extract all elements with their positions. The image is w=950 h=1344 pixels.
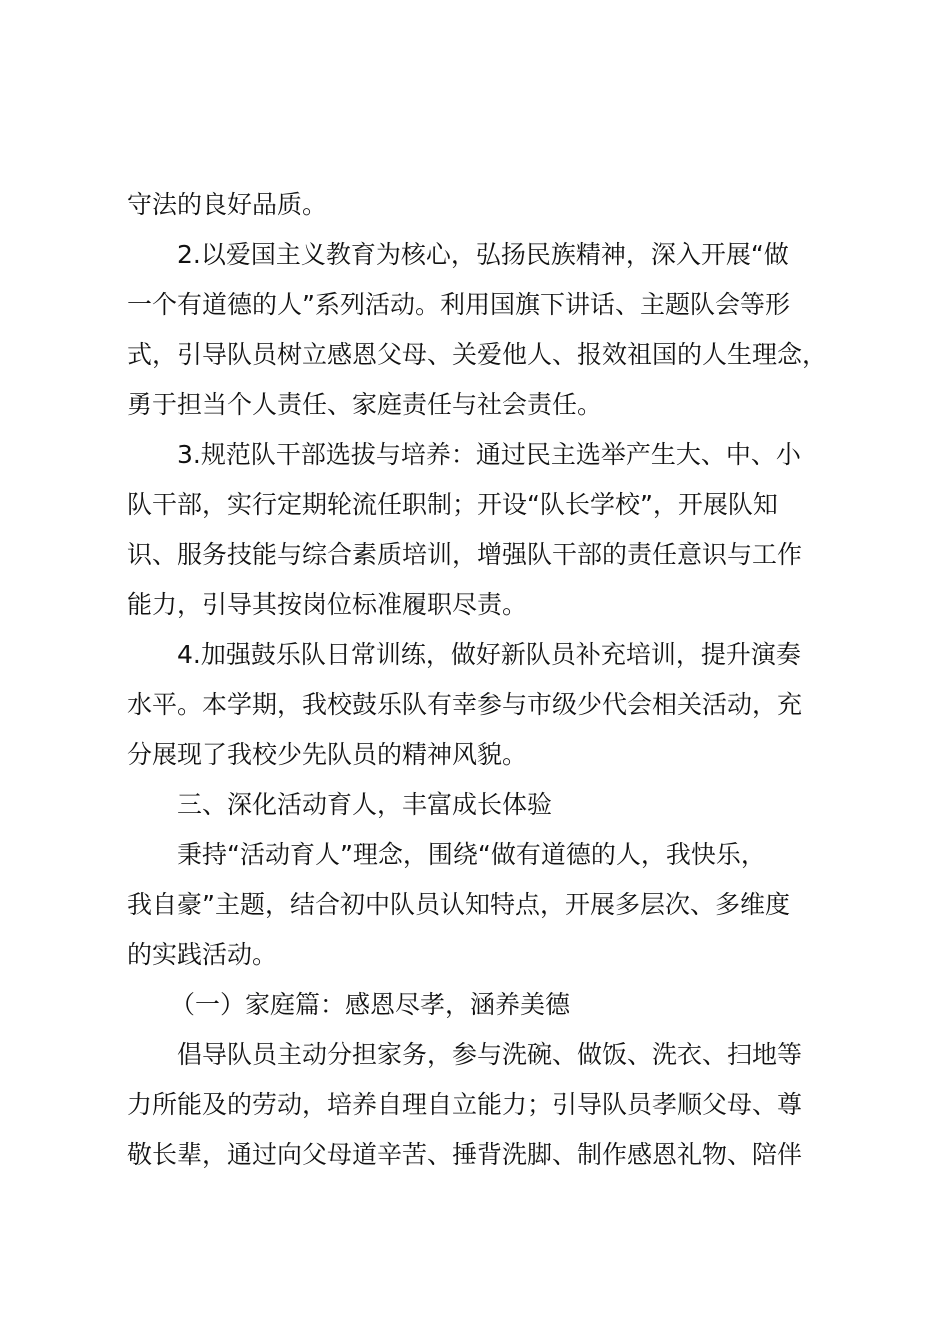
text-line: 能力，引导其按岗位标准履职尽责。 [127, 590, 528, 619]
text-line: 的实践活动。 [127, 940, 278, 969]
text-line: 式，引导队员树立感恩父母、关爱他人、报效祖国的人生理念， [127, 340, 828, 369]
text-line: 我自豪”主题，结合初中队员认知特点，开展多层次、多维度 [127, 890, 790, 919]
text-line: 分展现了我校少先队员的精神风貌。 [127, 740, 528, 769]
text-line: 秉持“活动育人”理念，围绕“做有道德的人，我快乐， [177, 840, 766, 869]
text-line: 一个有道德的人”系列活动。利用国旗下讲话、主题队会等形 [127, 290, 790, 319]
text-line: 水平。本学期，我校鼓乐队有幸参与市级少代会相关活动，充 [127, 690, 803, 719]
text-line: 勇于担当个人责任、家庭责任与社会责任。 [127, 390, 603, 419]
text-line: 敬长辈，通过向父母道辛苦、捶背洗脚、制作感恩礼物、陪伴 [127, 1140, 803, 1169]
text-line: 队干部，实行定期轮流任职制；开设“队长学校”，开展队知 [127, 490, 778, 519]
subsection-heading: （一）家庭篇：感恩尽孝，涵养美德 [170, 990, 571, 1019]
text-line: 3.规范队干部选拔与培养：通过民主选举产生大、中、小 [177, 440, 801, 469]
text-line: 力所能及的劳动，培养自理自立能力；引导队员孝顺父母、尊 [127, 1090, 803, 1119]
text-line: 倡导队员主动分担家务，参与洗碗、做饭、洗衣、扫地等 [177, 1040, 803, 1069]
text-line: 4.加强鼓乐队日常训练，做好新队员补充培训，提升演奏 [177, 640, 801, 669]
text-line: 2.以爱国主义教育为核心，弘扬民族精神，深入开展“做 [177, 240, 789, 269]
text-line: 守法的良好品质。 [127, 190, 328, 219]
text-line: 识、服务技能与综合素质培训，增强队干部的责任意识与工作 [127, 540, 803, 569]
section-heading: 三、深化活动育人，丰富成长体验 [177, 790, 553, 819]
